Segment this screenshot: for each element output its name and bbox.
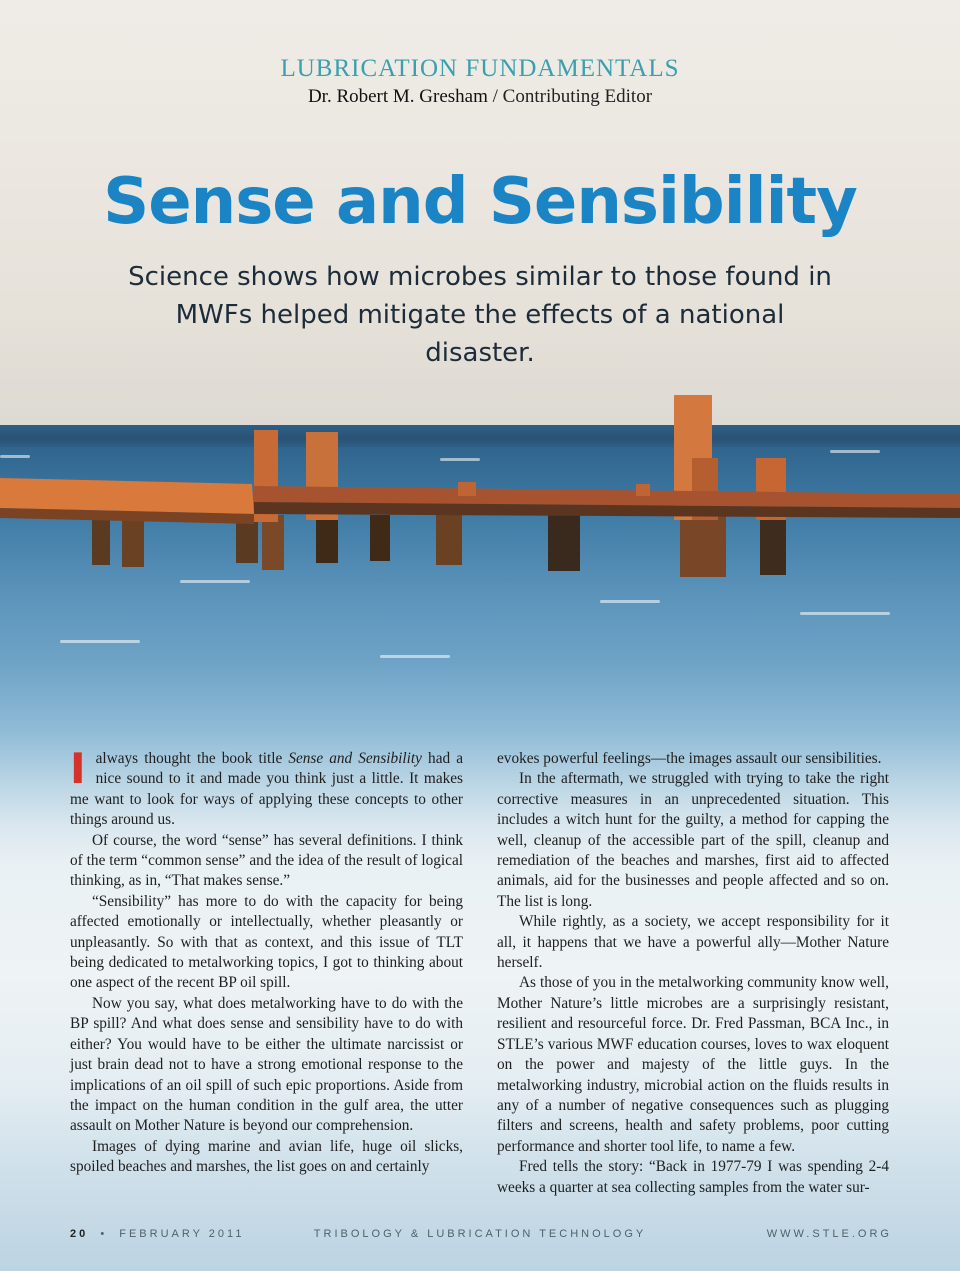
- paragraph: Of course, the word “sense” has several definitions. I think of the term “common sense” and the idea of the result of logical thinking, as in, “That makes sense.”: [70, 831, 463, 890]
- article-subtitle: Science shows how microbes similar to those found in MWFs helped mitigate the effects of a national disaster.: [128, 262, 832, 368]
- paragraph: “Sensibility” has more to do with the capacity for being affected emotionally or intellectually, whether pleasantly or unpleasantly. So with that as context, and this issue of TLT being dedicated to metalworking topics, I got to thinking about one aspect of the recent BP oil spill.: [70, 892, 463, 992]
- wave-highlight: [60, 640, 140, 643]
- body-column-right: [497, 749, 889, 1198]
- paragraph: Now you say, what does metalworking have to do with the BP spill? And what does sense and sensibility have to do with either? You would have to be either the ultimate narcissist or just brain dead not to have a strong emotional response to the implications of an oil spill of such epic proportions. Aside from the impact on the human condition in the gulf area, the utter assault on Mother Nature is beyond our comprehension.: [70, 994, 463, 1135]
- paragraph-text: had a nice sound to it and made you think just a little. It makes me want to look for ways of applying these concepts to other things around us.: [70, 750, 463, 829]
- publication-name: TRIBOLOGY & LUBRICATION TECHNOLOGY: [313, 1228, 647, 1240]
- footer-separator: •: [100, 1228, 108, 1240]
- book-title: Sense and Sensibility: [288, 750, 422, 767]
- paragraph: evokes powerful feelings—the images assault our sensibilities.: [497, 750, 882, 767]
- author-role: / Contributing Editor: [487, 86, 653, 107]
- paragraph: Fred tells the story: “Back in 1977-79 I was spending 2-4 weeks a quarter at sea collecting samples from the water sur-: [497, 1158, 889, 1196]
- byline: [0, 86, 960, 108]
- section-kicker: LUBRICATION FUNDAMENTALS: [280, 55, 680, 82]
- paragraph-text: always thought the book title: [95, 750, 289, 767]
- drop-cap: I: [70, 744, 86, 793]
- paragraph: As those of you in the metalworking community know well, Mother Nature’s little microbes are a surprisingly resistant, resilient and resourceful force. Dr. Fred Passman, BCA Inc., in STLE’s various MWF education courses, loves to wax eloquent on the power and majesty of the little guys. In the metalworking industry, microbial action on the fluids results in any of a number of negative consequences such as plugging filters and screens, health and safety problems, poor cutting performance and shorter tool life, to name a few.: [497, 974, 889, 1155]
- wave-highlight: [800, 612, 890, 615]
- article-title: Sense and Sensibility: [103, 165, 857, 239]
- pier-illustration: [0, 390, 960, 590]
- author-name: Dr. Robert M. Gresham: [307, 86, 488, 107]
- issue-date: FEBRUARY 2011: [119, 1228, 245, 1240]
- paragraph: Images of dying marine and avian life, huge oil slicks, spoiled beaches and marshes, the list goes on and certainly: [70, 1137, 463, 1176]
- paragraph: In the aftermath, we struggled with trying to take the right corrective measures in an unprecedented situation. This includes a witch hunt for the guilty, a method for capping the well, cleanup of the accessible part of the spill, cleanup and remediation of the beaches and marshes, first aid to affected animals, aid for the businesses and people affected and so on. The list is long.: [497, 770, 889, 910]
- paragraph: [70, 744, 463, 831]
- website-link[interactable]: WWW.STLE.ORG: [766, 1228, 892, 1240]
- wave-highlight: [600, 600, 660, 603]
- paragraph: While rightly, as a society, we accept responsibility for it all, it happens that we have a powerful ally—Mother Nature herself.: [497, 913, 889, 972]
- page-number: 20: [70, 1228, 89, 1240]
- wave-highlight: [380, 655, 450, 658]
- body-column-left: [70, 744, 463, 1178]
